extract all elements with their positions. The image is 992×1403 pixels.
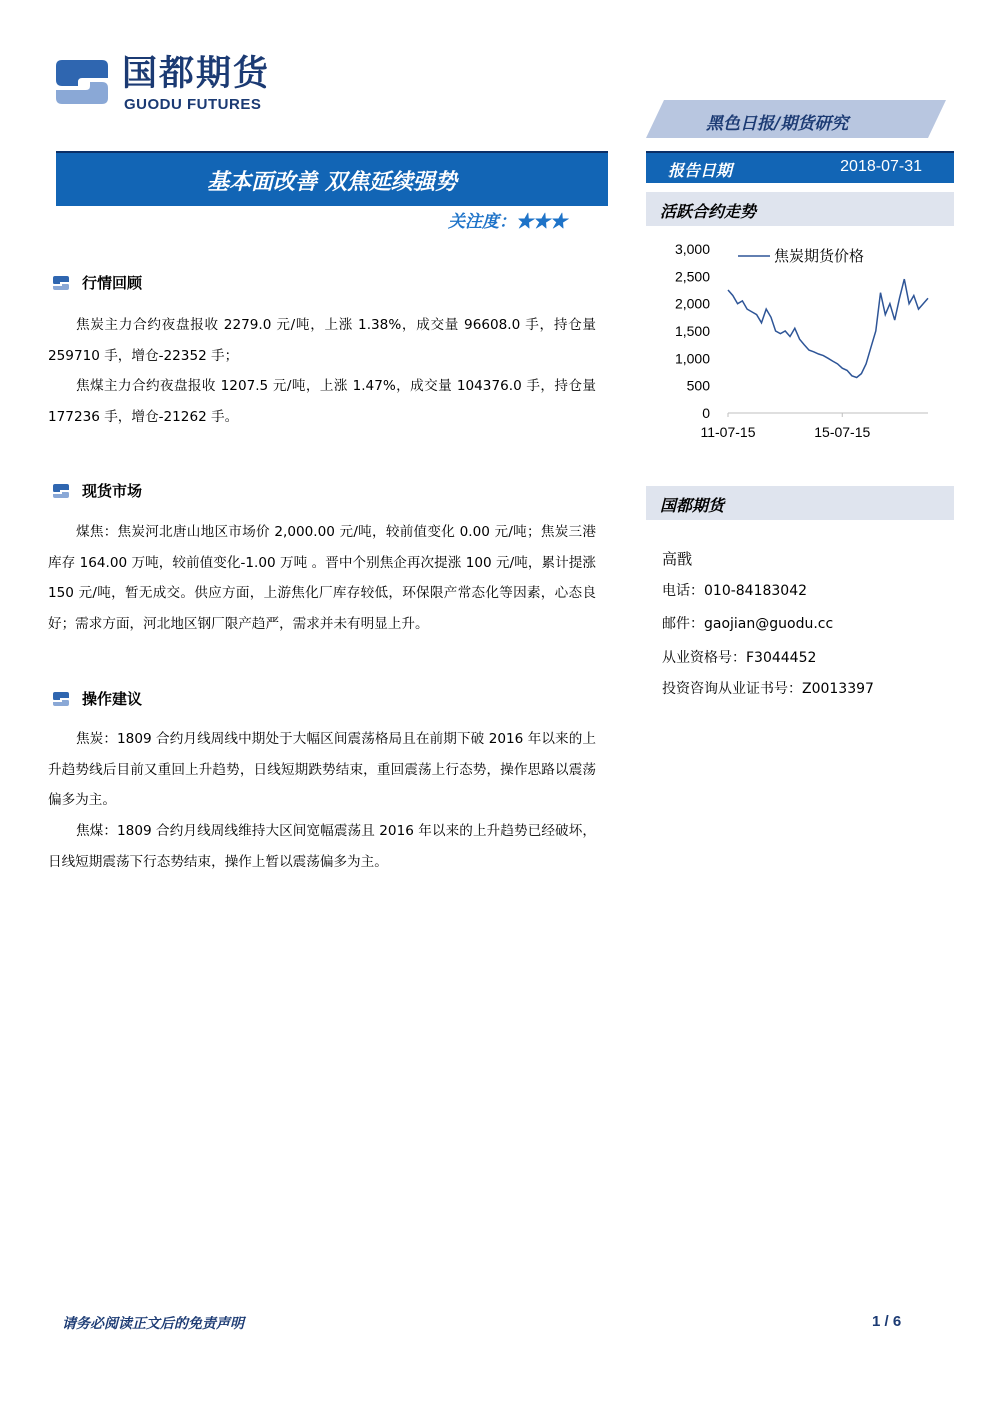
y-tick-label: 3,000 [674,241,710,257]
chart-section-title: 活跃合约走势 [660,202,757,221]
chart-section-header [646,192,954,226]
section-title: 操作建议 [82,690,143,708]
logo-english-text: GUODU FUTURES [124,96,262,113]
section-bullet-icon [52,690,70,708]
report-date-label: 报告日期 [668,161,733,180]
logo-chinese-text: 国都期货 [122,54,271,94]
analyst-email: 邮件：gaojian@guodu.cc [662,616,834,632]
disclaimer-note: 请务必阅读正文后的免责声明 [62,1316,244,1332]
report-category-ribbon [646,100,946,138]
paragraph: 焦煤：1809 合约月线周线维持大区间宽幅震荡且 2016 年以来的上升趋势已经破坏，日线短期震荡下行态势结束，操作上暂以震荡偏多为主。 [48,823,596,870]
y-tick-label: 2,500 [674,268,710,285]
price-chart [658,236,938,446]
analyst-advisor-license: 投资咨询从业证书号：Z0013397 [662,681,874,697]
attention-label: 关注度： [448,212,516,232]
y-tick-label: 500 [686,377,710,394]
y-tick-label: 1,500 [674,323,710,339]
star-rating-icon: ★★★ [516,212,567,232]
section-bullet-icon [52,274,70,292]
analyst-name: 高戬 [662,550,693,568]
paragraph: 焦炭主力合约夜盘报收 2279.0 元/吨，上涨 1.38%，成交量 96608.0 手，持仓量 259710 手，增仓-22352 手； [48,317,596,364]
analyst-license: 从业资格号：F3044452 [662,650,817,666]
logo-mark-icon [52,52,112,112]
report-date-bar [646,151,954,183]
paragraph: 焦煤主力合约夜盘报收 1207.5 元/吨，上涨 1.47%，成交量 104376.0 手，持仓量 177236 手，增仓-21262 手。 [48,378,596,425]
price-chart-svg [658,236,938,446]
section-title: 行情回顾 [82,274,143,292]
section-bullet-icon [52,482,70,500]
y-tick-label: 2,000 [674,295,710,312]
report-date-value: 2018-07-31 [840,158,922,175]
report-title-bar [56,151,608,206]
analyst-phone: 电话：010-84183042 [662,583,808,599]
y-tick-label: 1,000 [674,350,710,367]
report-category: 黑色日报/期货研究 [706,114,849,134]
company-logo [52,52,292,118]
legend-label: 焦炭期货价格 [774,248,865,265]
company-section-title: 国都期货 [660,496,725,515]
y-tick-label: 0 [702,405,710,421]
company-section-header [646,486,954,520]
series-line-coke-futures [728,279,928,377]
x-tick-label: 11-07-15 [700,424,756,440]
section-title: 现货市场 [82,482,143,500]
report-title: 基本面改善 双焦延续强势 [207,169,457,195]
x-tick-label: 15-07-15 [814,424,871,440]
paragraph: 焦炭：1809 合约月线周线中期处于大幅区间震荡格局且在前期下破 2016 年以来的上升趋势线后目前又重回上升趋势，日线短期跌势结束，重回震荡上行态势，操作思路以震荡偏多为主。 [48,731,596,808]
paragraph: 煤焦：焦炭河北唐山地区市场价 2,000.00 元/吨，较前值变化 0.00 元/吨；焦炭三港库存 164.00 万吨，较前值变化-1.00 万吨 。晋中个别焦企再次提涨 100 元/吨，累计提涨 150 元/吨，暂无成交。供应方面，上游焦化厂库存较低，环保限产常态化等因素，心态良好；需求方面，河北地区钢厂限产趋严，需求并未有明显上升。 [48,524,596,632]
attention-rating [448,207,567,232]
page-number: 1 / 6 [872,1313,902,1330]
